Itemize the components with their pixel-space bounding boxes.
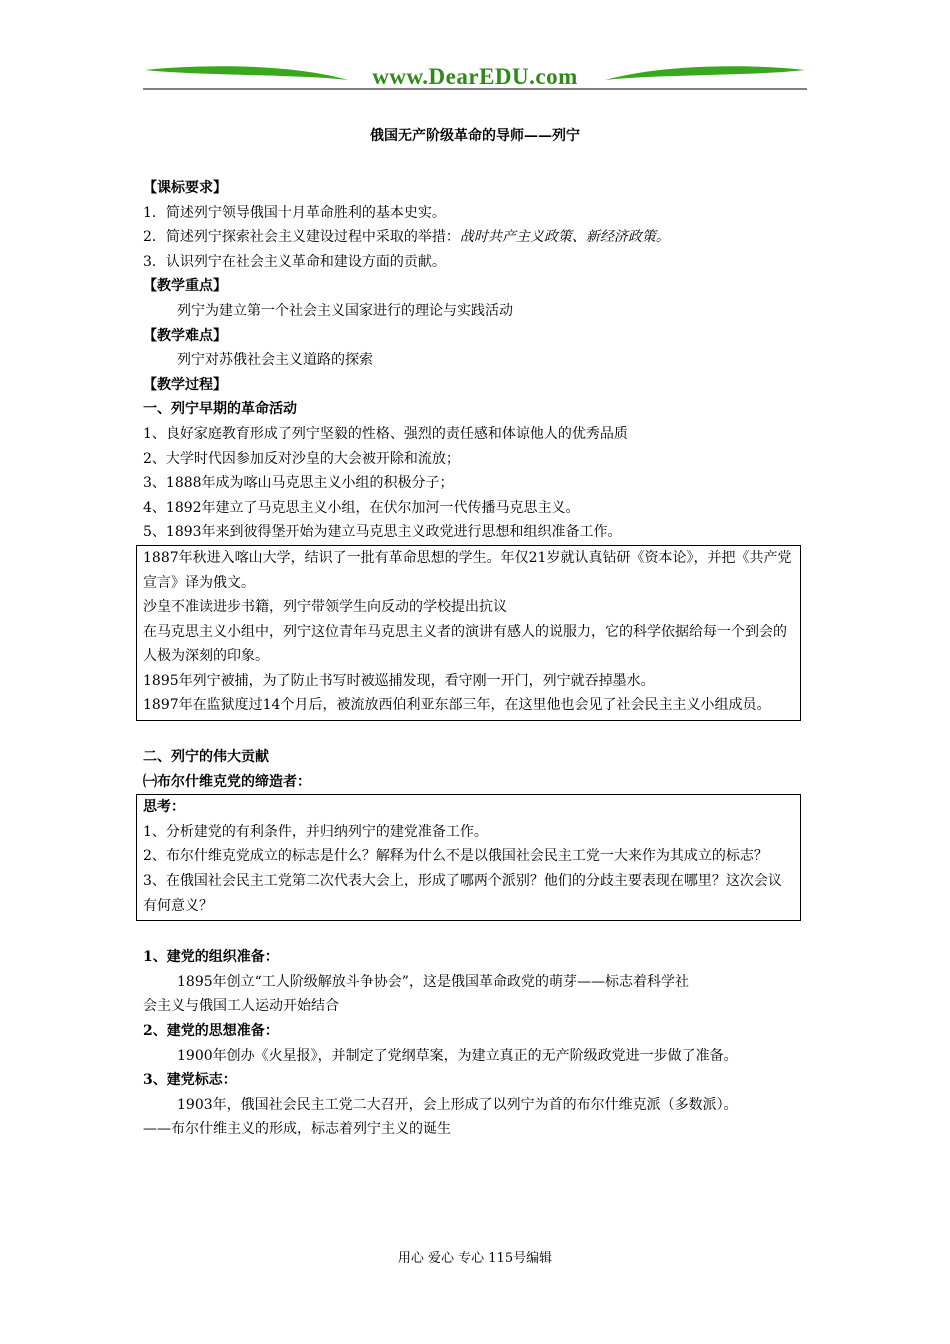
list-item: 3．认识列宁在社会主义革命和建设方面的贡献。	[143, 253, 446, 270]
list-item: 2、大学时代因参加反对沙皇的大会被开除和流放；	[143, 450, 460, 467]
subsection-heading: 3、建党标志：	[143, 1072, 237, 1089]
list-item: 3、1888年成为喀山马克思主义小组的积极分子；	[143, 475, 454, 492]
list-item: 5、1893年来到彼得堡开始为建立马克思主义政党进行思想和组织准备工作。	[143, 524, 622, 541]
paragraph: 会主义与俄国工人运动开始结合	[143, 998, 339, 1015]
list-item: 4、1892年建立了马克思主义小组，在伏尔加河一代传播马克思主义。	[143, 499, 580, 516]
paragraph: 列宁对苏俄社会主义道路的探索	[177, 352, 373, 369]
list-item: 2．简述列宁探索社会主义建设过程中采取的举措：战时共产主义政策、新经济政策。	[143, 229, 670, 246]
italic-emphasis: 战时共产主义政策、新经济政策。	[459, 229, 670, 246]
page-footer: 用心 爱心 专心 115号编辑	[397, 1251, 553, 1266]
info-box	[136, 545, 801, 721]
list-item: 1、良好家庭教育形成了列宁坚毅的性格、强烈的责任感和体谅他人的优秀品质	[143, 425, 628, 442]
section-heading: 【课标要求】	[143, 180, 227, 196]
box-heading: 思考：	[143, 799, 185, 816]
question-box	[136, 794, 801, 921]
section-heading: 二、列宁的伟大贡献	[143, 749, 269, 766]
section-heading: 【教学重点】	[143, 278, 227, 295]
box-paragraph: 1895年列宁被捕，为了防止书写时被巡捕发现，看守刚一开门，列宁就吞掉墨水。	[143, 672, 655, 689]
site-logo-text: www.DearEDU.com	[372, 64, 578, 89]
subsection-heading: 一、列宁早期的革命活动	[143, 401, 297, 418]
box-paragraph: 在马克思主义小组中，列宁这位青年马克思主义者的演讲有感人的说服力，它的科学依据给每一个到会的人极为深刻的印象。	[143, 623, 787, 665]
box-paragraph: 沙皇不准读进步书籍，列宁带领学生向反动的学校提出抗议	[143, 599, 507, 616]
subsection-heading: 1、建党的组织准备：	[143, 949, 279, 966]
paragraph: 1895年创立“工人阶级解放斗争协会”，这是俄国革命政党的萌芽——标志着科学社	[177, 973, 689, 990]
list-item: 1．简述列宁领导俄国十月革命胜利的基本史实。	[143, 204, 446, 221]
site-banner	[143, 62, 807, 94]
question-item: 3、在俄国社会民主工党第二次代表大会上，形成了哪两个派别？他们的分歧主要表现在哪里？这次会议有何意义？	[143, 873, 782, 914]
section-heading: 【教学难点】	[143, 327, 227, 344]
section-heading: 【教学过程】	[143, 376, 227, 393]
question-item: 2、布尔什维克党成立的标志是什么？解释为什么不是以俄国社会民主工党一大来作为其成立的标志？	[143, 848, 768, 865]
box-paragraph: 1887年秋进入喀山大学，结识了一批有革命思想的学生。年仅21岁就认真钻研《资本论》，并把《共产党宣言》译为俄文。	[143, 549, 792, 591]
question-item: 1、分析建党的有利条件，并归纳列宁的建党准备工作。	[143, 823, 488, 840]
subsection-heading: ㈠布尔什维克党的缔造者：	[143, 773, 311, 790]
box-paragraph: 1897年在监狱度过14个月后，被流放西伯利亚东部三年，在这里他也会见了社会民主主义小组成员。	[143, 697, 771, 714]
paragraph: ——布尔什维主义的形成，标志着列宁主义的诞生	[143, 1121, 451, 1138]
paragraph: 1903年，俄国社会民主工党二大召开，会上形成了以列宁为首的布尔什维克派（多数派）。	[177, 1096, 738, 1113]
document-body	[143, 176, 815, 1142]
paragraph: 列宁为建立第一个社会主义国家进行的理论与实践活动	[177, 302, 513, 319]
subsection-heading: 2、建党的思想准备：	[143, 1023, 279, 1039]
page-title: 俄国无产阶级革命的导师——列宁	[370, 128, 580, 144]
paragraph: 1900年创办《火星报》，并制定了党纲草案，为建立真正的无产阶级政党进一步做了准备。	[177, 1047, 738, 1064]
